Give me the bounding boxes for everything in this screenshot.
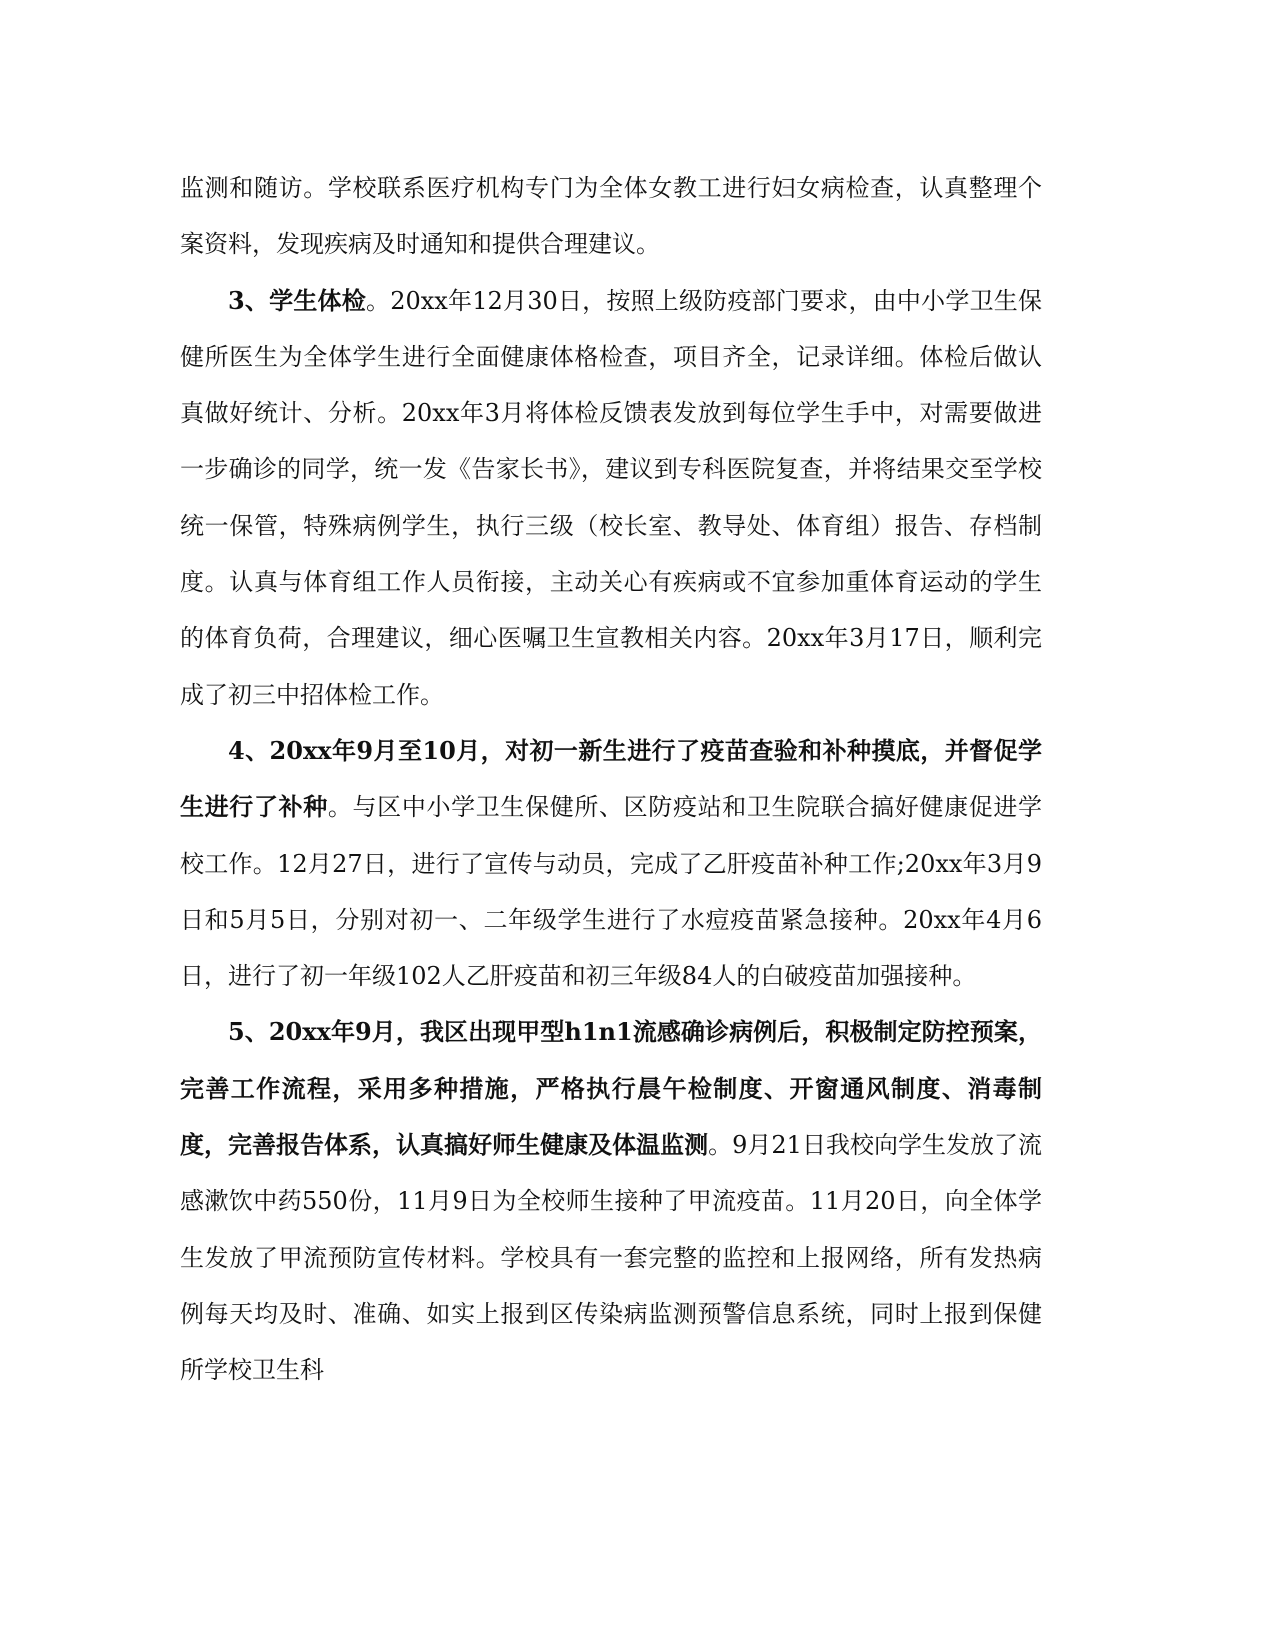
document-body — [180, 160, 1042, 1399]
paragraph-3 — [180, 723, 1042, 1004]
paragraph-4-lead: 5、20xx年9月，我区出现甲型h1n1流感确诊病例后，积极制定防控预案，完善工作流程，采用多种措施，严格执行晨午检制度、开窗通风制度、消毒制度，完善报告体系，认真搞好师生健康及体温监测 — [180, 1017, 1042, 1160]
paragraph-4-body: 。9月21日我校向学生发放了流感漱饮中药550份，11月9日为全校师生接种了甲流疫苗。11月20日，向全体学生发放了甲流预防宣传材料。学校具有一套完整的监控和上报网络，所有发热病例每天均及时、准确、如实上报到区传染病监测预警信息系统，同时上报到保健所学校卫生科 — [180, 1131, 1043, 1385]
paragraph-2-lead: 3、学生体检 — [228, 285, 366, 315]
paragraph-2-body: 。20xx年12月30日，按照上级防疫部门要求，由中小学卫生保健所医生为全体学生进行全面健康体格检查，项目齐全，记录详细。体检后做认真做好统计、分析。20xx年3月将体检反馈表发放到每位学生手中，对需要做进一步确诊的同学，统一发《告家长书》，建议到专科医院复查，并将结果交至学校统一保管，特殊病例学生，执行三级（校长室、教导处、体育组）报告、存档制度。认真与体育组工作人员衔接，主动关心有疾病或不宜参加重体育运动的学生的体育负荷，合理建议，细心医嘱卫生宣教相关内容。20xx年3月17日，顺利完成了初三中招体检工作。 — [180, 286, 1043, 709]
paragraph-3-lead: 4、20xx年9月至10月，对初一新生进行了疫苗查验和补种摸底，并督促学生进行了补种 — [180, 735, 1042, 822]
paragraph-3-body: 。与区中小学卫生保健所、区防疫站和卫生院联合搞好健康促进学校工作。12月27日，进行了宣传与动员，完成了乙肝疫苗补种工作;20xx年3月9日和5月5日，分别对初一、二年级学生进行了水痘疫苗紧急接种。20xx年4月6日，进行了初一年级102人乙肝疫苗和初三年级84人的白破疫苗加强接种。 — [180, 793, 1043, 991]
paragraph-1 — [180, 160, 1042, 273]
paragraph-2 — [180, 273, 1042, 723]
paragraph-4 — [180, 1004, 1042, 1398]
paragraph-1-body: 监测和随访。学校联系医疗机构专门为全体女教工进行妇女病检查，认真整理个案资料，发现疾病及时通知和提供合理建议。 — [180, 174, 1042, 259]
